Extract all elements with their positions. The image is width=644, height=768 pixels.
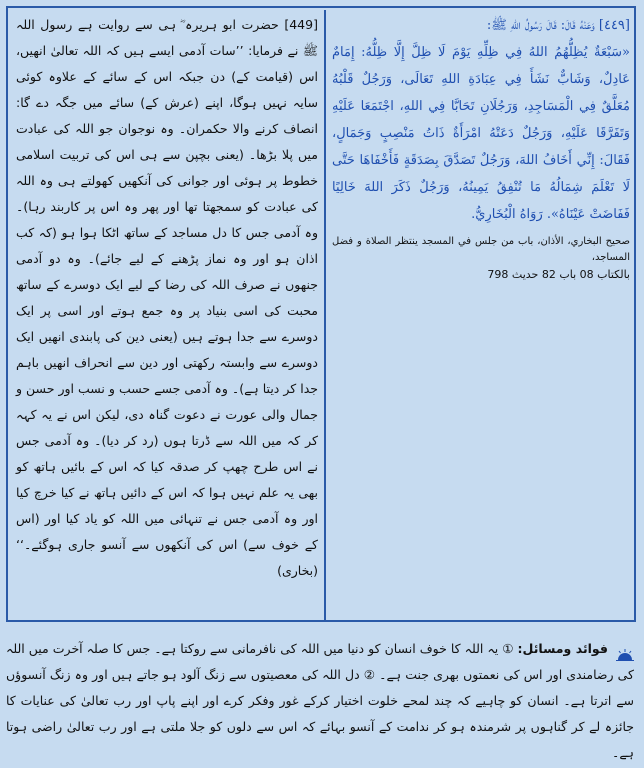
column-divider [324, 10, 326, 620]
source-reference: صحيح البخاري، الأذان، باب من جلس في المسجد ينتظر الصلاة و فضل المساجد، [332, 236, 630, 263]
urdu-translation-column [16, 12, 318, 584]
narration-heading: حضرت ابو ہریرہ ؓ ہی سے روایت ہے [77, 17, 279, 32]
urdu-translation: رسول اللہ ﷺ نے فرمایا: ’’سات آدمی ایسے ہیں کہ اللہ تعالیٰ انھیں، اس (قیامت کے) دن جبکہ اس کے سائے کے علاوہ کوئی سایہ نہیں ہوگا، اپنے (عرش کے) سائے میں جگہ دے گا: انصاف کرنے والا حکمران۔ وہ نوجوان جو اللہ کی عبادت میں پلا بڑھا۔ (یعنی بچپن سے ہی اس کی تربیت اسلامی خطوط پر ہوئی اور جوانی کی آنکھیں کھولتے ہی وہ اللہ کی عبادت کو سمجھتا تھا اور پھر وہ اس پر کاربند رہا)۔ وہ آدمی جس کا دل مساجد کے ساتھ اٹکا ہوا ہو (کہ کب اذان ہو اور وہ نماز پڑھنے کے لیے جائے)۔ وہ دو آدمی جنھوں نے صرف اللہ کی رضا کے لیے ایک دوسرے کے ساتھ محبت کی اسی بنیاد پر وہ جمع ہوتے اور اسی پر ایک دوسرے سے جدا ہوتے ہیں (یعنی دین کی پابندی انھیں ایک دوسرے سے وابستہ رکھتی اور دین سے انحراف انھیں باہم جدا کر دیتا ہے)۔ وہ آدمی جسے حسب و نسب اور حسن و جمال والی عورت نے دعوت گناہ دی، لیکن اس نے یہ کہہ کر کہ میں اللہ سے ڈرتا ہوں (رد کر دیا)۔ وہ آدمی جس نے اس طرح چھپ کر صدقہ کیا کہ اس کے بائیں ہاتھ کو بھی یہ علم نہیں ہوا کہ اس کے دائیں ہاتھ نے کیا خرچ کیا اور وہ آدمی جس نے تنہائی میں اللہ کو یاد کیا اور (اس کے خوف سے) اس کی آنکھوں سے آنسو جاری ہوگئے۔‘‘ (بخاری) [16, 17, 318, 578]
arabic-hadith-text: «سَبْعَةٌ يُظِلُّهُمُ اللهُ فِي ظِلِّهِ يَوْمَ لَا ظِلَّ إِلَّا ظِلُّهُ: إِمَامٌ عَادِلٌ، وَشَابٌّ نَشَأَ فِي عِبَادَةِ اللهِ تَعَالَى، وَرَجُلٌ قَلْبُهُ مُعَلَّقٌ فِي الْمَسَاجِدِ، وَرَجُلَانِ تَحَابَّا فِي اللهِ، اجْتَمَعَا عَلَيْهِ وَتَفَرَّقَا عَلَيْهِ، وَرَجُلٌ دَعَتْهُ امْرَأَةٌ ذَاتُ مَنْصِبٍ وَجَمَالٍ، فَقَالَ: إِنِّي أَخَافُ اللهَ، وَرَجُلٌ تَصَدَّقَ بِصَدَقَةٍ فَأَخْفَاهَا حَتَّى لَا تَعْلَمَ شِمَالُهُ مَا تُنْفِقُ يَمِينُهُ، وَرَجُلٌ ذَكَرَ اللهَ خَالِيًا فَفَاضَتْ عَيْنَاهُ». رَوَاهُ الْبُخَارِيُّ. [332, 45, 630, 222]
arabic-heading: [٤٤٩] وَعَنْهُ قَالَ: قَالَ رَسُولُ اللهِ ﷺ: [486, 18, 630, 33]
sunrise-icon [616, 644, 634, 656]
benefits-title: فوائد ومسائل: [517, 641, 608, 656]
arabic-column [332, 12, 630, 284]
hadith-frame [6, 6, 636, 622]
book-reference: بالكتاب 08 باب 82 حديث 798 [487, 268, 630, 281]
benefits-section [6, 636, 634, 766]
hadith-number: [449] [284, 17, 318, 32]
benefits-text: ① یہ اللہ کا خوف انسان کو دنیا میں اللہ کی نافرمانی سے روکتا ہے۔ جس کا صلہ آخرت میں اللہ کی رضامندی اور اس کی نعمتوں بھری جنت ہے۔ ② دل اللہ کی معصیتوں سے زنگ آلود ہو جاتے ہیں اور وہ زنگ آنسوؤں سے اترتا ہے۔ انسان کو چاہیے کہ چند لمحے خلوت اختیار کرکے غور وفکر کرے اور اپنے پاپ اور رب تعالیٰ کی عنایات کا جائزہ لے کر گناہوں پر شرمندہ ہو کر ندامت کے آنسو بہائے کہ اس سے دلوں کو جلا ملتی ہے اور رب تعالیٰ راضی ہوتا ہے۔ [6, 641, 634, 760]
